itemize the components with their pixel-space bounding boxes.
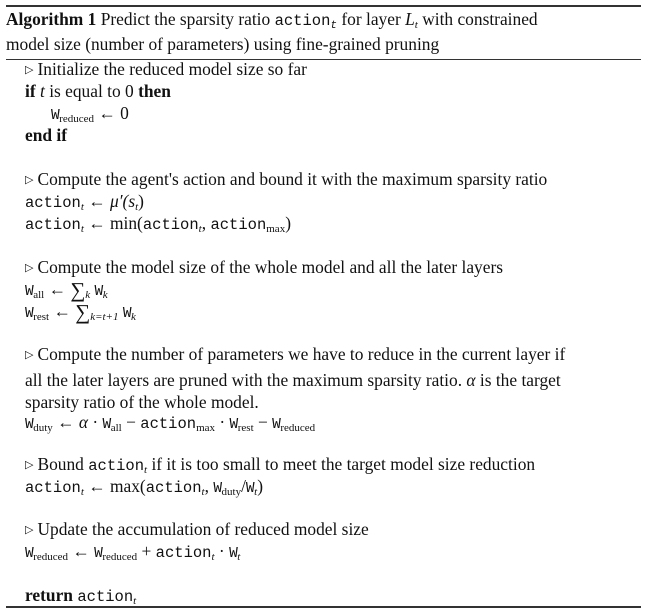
assign-w-all: $W_{all}$ ← $\sum_k$ $W_k$ (25, 278, 108, 302)
comment-agent: ▷ Compute the agent's action and bound it with the maximum sparsity ratio (25, 169, 548, 189)
algorithm-caption (6, 7, 641, 56)
comment-triangle-icon: ▷ (25, 349, 34, 361)
if-statement: if t is equal to 0 then (25, 81, 171, 101)
comment-init: ▷ Initialize the reduced model size so far (25, 59, 307, 79)
comment-triangle-icon: ▷ (25, 459, 34, 471)
caption-text: Predict the sparsity ratio (100, 9, 271, 29)
algorithm-block (6, 5, 641, 60)
comment-model-size: ▷ Compute the model size of the whole model and all the later layers (25, 257, 504, 277)
assign-action-mu: action$_t$ ← $\mu'(s_t)$ (25, 191, 144, 213)
caption-action: action$_t$ (274, 12, 337, 32)
end-if: end if (25, 125, 68, 145)
assign-w-duty: $W_{duty}$ ← $\alpha \cdot W_{all}$ − action$_{max}$ · $W_{rest} - W_{reduced}$ (25, 412, 316, 434)
assign-action-max: action$_t$ ← max(action$_t$, $W_{duty}/W_t$) (25, 476, 263, 498)
caption-layer: $L_t$ (405, 9, 418, 31)
algorithm-label: Algorithm 1 (6, 9, 97, 29)
assign-w-reduced-zero: $W_{reduced}$ ← 0 (51, 103, 129, 125)
caption-text: for layer (341, 9, 401, 29)
comment-triangle-icon: ▷ (25, 64, 34, 76)
comment-triangle-icon: ▷ (25, 262, 34, 274)
comment-triangle-icon: ▷ (25, 524, 34, 536)
comment-bound: ▷ Bound action$_t$ if it is too small to meet the target model size reduction (25, 454, 536, 476)
return-statement: return action$_t$ (25, 585, 137, 607)
caption-text: with constrained (422, 9, 538, 29)
comment-triangle-icon: ▷ (25, 174, 34, 186)
assign-w-rest: $W_{rest}$ ← $\sum_{k=t+1}$ $W_k$ (25, 300, 136, 324)
caption-text-line2: model size (number of parameters) using fine-grained pruning (6, 34, 440, 54)
assign-action-min: action$_t$ ← min(action$_t$, action$_{max}$) (25, 213, 291, 235)
assign-w-reduced-update: $W_{reduced}$ ← $W_{reduced}$ + action$_t$ · $W_t$ (25, 541, 241, 563)
comment-duty: ▷ Compute the number of parameters we have to reduce in the current layer if all the later layers are pruned with the maximum sparsity ratio. α is the target sparsity ratio of the whole model. (25, 344, 566, 412)
bottom-rule (6, 606, 641, 608)
comment-update: ▷ Update the accumulation of reduced model size (25, 519, 369, 539)
